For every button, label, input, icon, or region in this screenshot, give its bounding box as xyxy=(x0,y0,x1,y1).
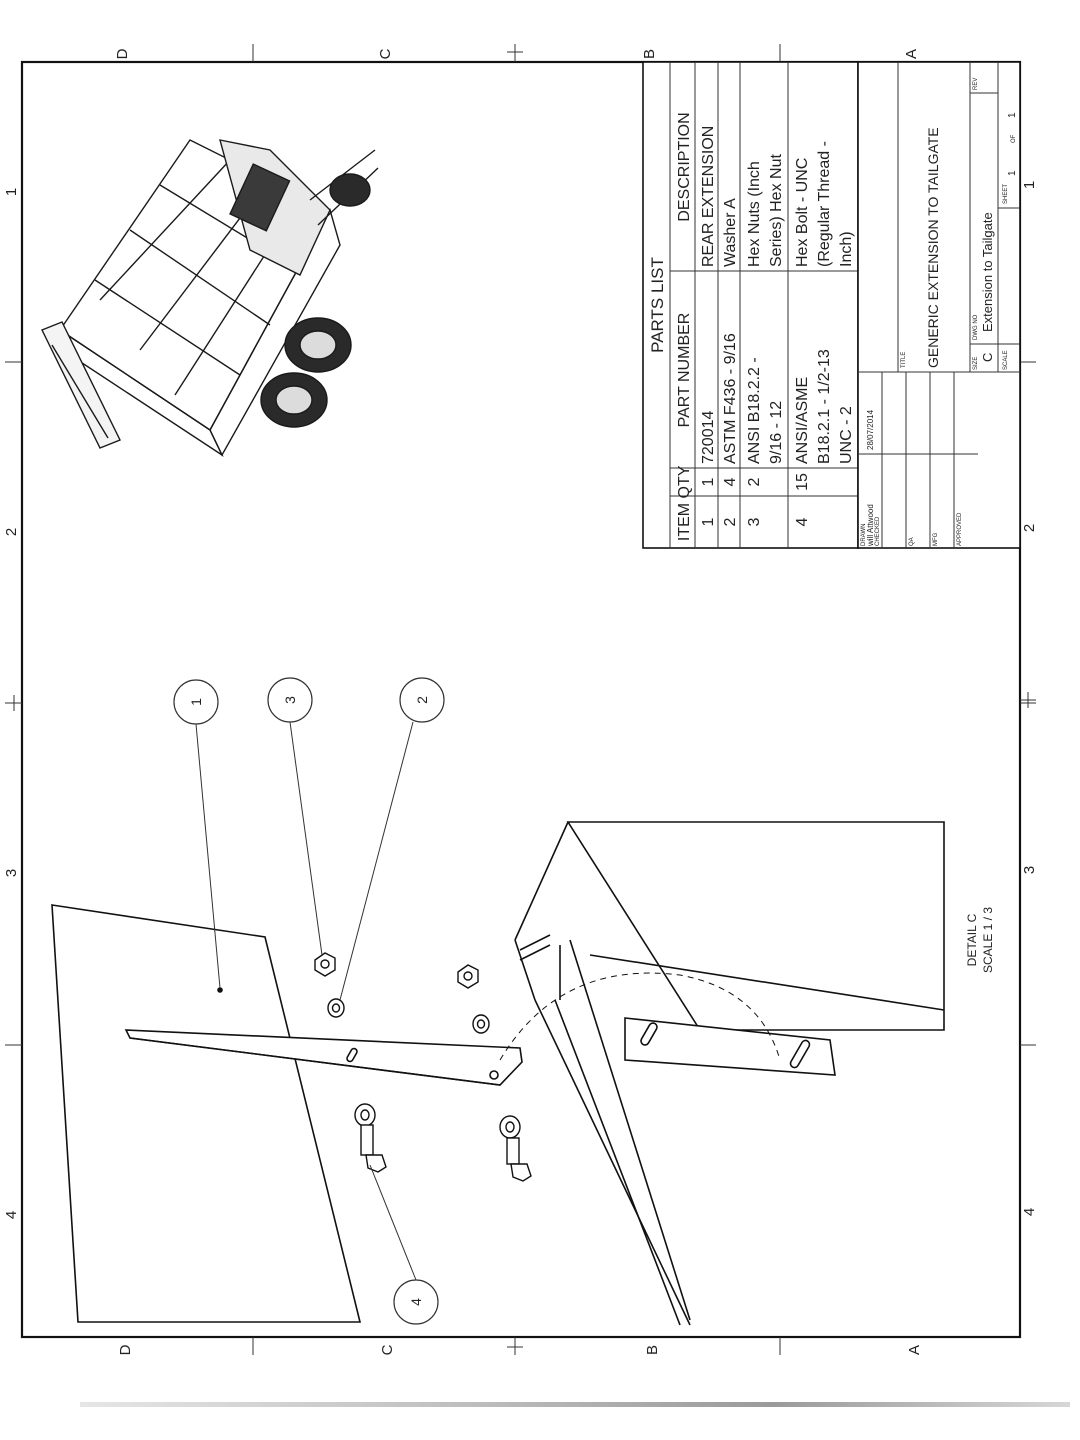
drawn-date: 28/07/2014 xyxy=(866,409,875,450)
parts-row-4-qty: 15 xyxy=(794,473,811,491)
parts-row-4-description-line-2: (Regular Thread - xyxy=(816,141,833,267)
title-label: TITLE xyxy=(901,351,907,368)
fastener-bolt-left xyxy=(355,1104,386,1172)
qa-label: QA xyxy=(909,537,915,546)
size-value: C xyxy=(980,352,995,362)
parts-row-1-part-number: 720014 xyxy=(700,410,717,464)
item-balloon-3 xyxy=(268,678,312,722)
parts-row-2-description: Washer A xyxy=(722,198,739,267)
balloon-leader-lines xyxy=(196,722,416,1280)
parts-row-3-part-number-line-2: 9/16 - 12 xyxy=(768,400,785,464)
parts-row-4-part-number-line-2: B18.2.1 - 1/2-13 xyxy=(816,349,833,464)
zone-label-bottom-b: B xyxy=(644,1344,661,1356)
zone-label-left-3: 3 xyxy=(3,868,20,878)
parts-row-2-part-number: ASTM F436 - 9/16 xyxy=(722,333,739,464)
parts-row-4-description-line-1: Hex Bolt - UNC xyxy=(794,157,811,267)
item-balloon-4 xyxy=(394,1280,438,1324)
zone-label-top-d: D xyxy=(114,48,131,60)
parts-row-1-qty: 1 xyxy=(700,477,717,487)
parts-row-4-description-line-3: Inch) xyxy=(838,231,855,267)
tailgate-frame xyxy=(500,822,944,1325)
fastener-washer-lower xyxy=(473,1015,489,1033)
fastener-washer-upper xyxy=(328,999,344,1017)
item-balloon-2 xyxy=(400,678,444,722)
drawn-label: DRAWN xyxy=(861,523,867,546)
fastener-hex-nut-lower xyxy=(458,965,478,988)
zone-label-left-1: 1 xyxy=(3,187,20,197)
drawing-title: GENERIC EXTENSION TO TAILGATE xyxy=(925,127,941,368)
scale-label: SCALE xyxy=(1003,350,1009,370)
mfg-label: MFG xyxy=(933,532,939,546)
zone-label-left-2: 2 xyxy=(3,527,20,537)
parts-row-3-item: 3 xyxy=(746,517,763,527)
zone-label-top-c: C xyxy=(377,48,394,60)
checked-label: CHECKED xyxy=(875,516,881,546)
parts-row-4-part-number-line-3: UNC - 2 xyxy=(838,406,855,464)
zone-label-left-4: 4 xyxy=(3,1210,20,1220)
parts-row-1-item: 1 xyxy=(700,517,717,527)
parts-list-header-item: ITEM xyxy=(676,502,693,542)
parts-row-3-qty: 2 xyxy=(746,477,763,487)
detail-scale: SCALE 1 / 3 xyxy=(981,906,995,974)
dwg-no-label: DWG NO xyxy=(973,314,979,340)
zone-label-top-a: A xyxy=(903,48,920,60)
parts-list-title: PARTS LIST xyxy=(648,257,667,353)
zone-label-bottom-c: C xyxy=(379,1344,396,1356)
parts-row-3-description-line-2: Series) Hex Nut xyxy=(768,154,785,267)
svg-text:3: 3 xyxy=(282,696,298,704)
drawn-by: will Attwood xyxy=(866,504,875,546)
scan-shadow-bar xyxy=(80,1402,1070,1407)
svg-text:4: 4 xyxy=(408,1298,424,1306)
svg-text:1: 1 xyxy=(188,698,204,706)
parts-row-3-part-number-line-1: ANSI B18.2.2 - xyxy=(746,357,763,464)
rear-extension-panel xyxy=(52,905,522,1322)
svg-text:2: 2 xyxy=(414,696,430,704)
parts-list-header-part-number: PART NUMBER xyxy=(676,312,693,428)
sheet-label: SHEET xyxy=(1003,183,1009,204)
zone-label-bottom-a: A xyxy=(906,1344,923,1356)
item-balloon-1 xyxy=(174,680,218,724)
title-block xyxy=(858,62,1020,548)
rev-label: REV xyxy=(973,77,979,90)
parts-list-header-qty: QTY xyxy=(676,465,693,499)
zone-label-top-b: B xyxy=(641,48,658,60)
sheet-number: 1 xyxy=(1007,170,1018,176)
dwg-no-value: Extension to Tailgate xyxy=(980,212,995,332)
zone-label-right-4: 4 xyxy=(1021,1207,1038,1217)
approved-label: APPROVED xyxy=(957,512,963,546)
parts-row-4-item: 4 xyxy=(794,517,811,527)
parts-row-2-qty: 4 xyxy=(722,477,739,487)
parts-list-table xyxy=(643,62,858,548)
sheet-total: 1 xyxy=(1007,112,1018,118)
parts-row-1-description: REAR EXTENSION xyxy=(700,125,717,267)
size-label: SIZE xyxy=(973,356,979,370)
parts-row-4-part-number-line-1: ANSI/ASME xyxy=(794,376,811,464)
zone-label-bottom-d: D xyxy=(117,1344,134,1356)
zone-label-right-2: 2 xyxy=(1021,523,1038,533)
truck-isometric-view xyxy=(42,140,378,455)
parts-row-3-description-line-1: Hex Nuts (Inch xyxy=(746,161,763,267)
of-label: OF xyxy=(1011,134,1017,143)
detail-caption: DETAIL C xyxy=(965,913,979,967)
zone-label-right-3: 3 xyxy=(1021,865,1038,875)
zone-label-right-1: 1 xyxy=(1021,180,1038,190)
parts-list-header-description: DESCRIPTION xyxy=(676,112,693,222)
fastener-bolt-right xyxy=(500,1116,531,1181)
parts-row-2-item: 2 xyxy=(722,517,739,527)
fastener-hex-nut-upper xyxy=(315,953,335,976)
